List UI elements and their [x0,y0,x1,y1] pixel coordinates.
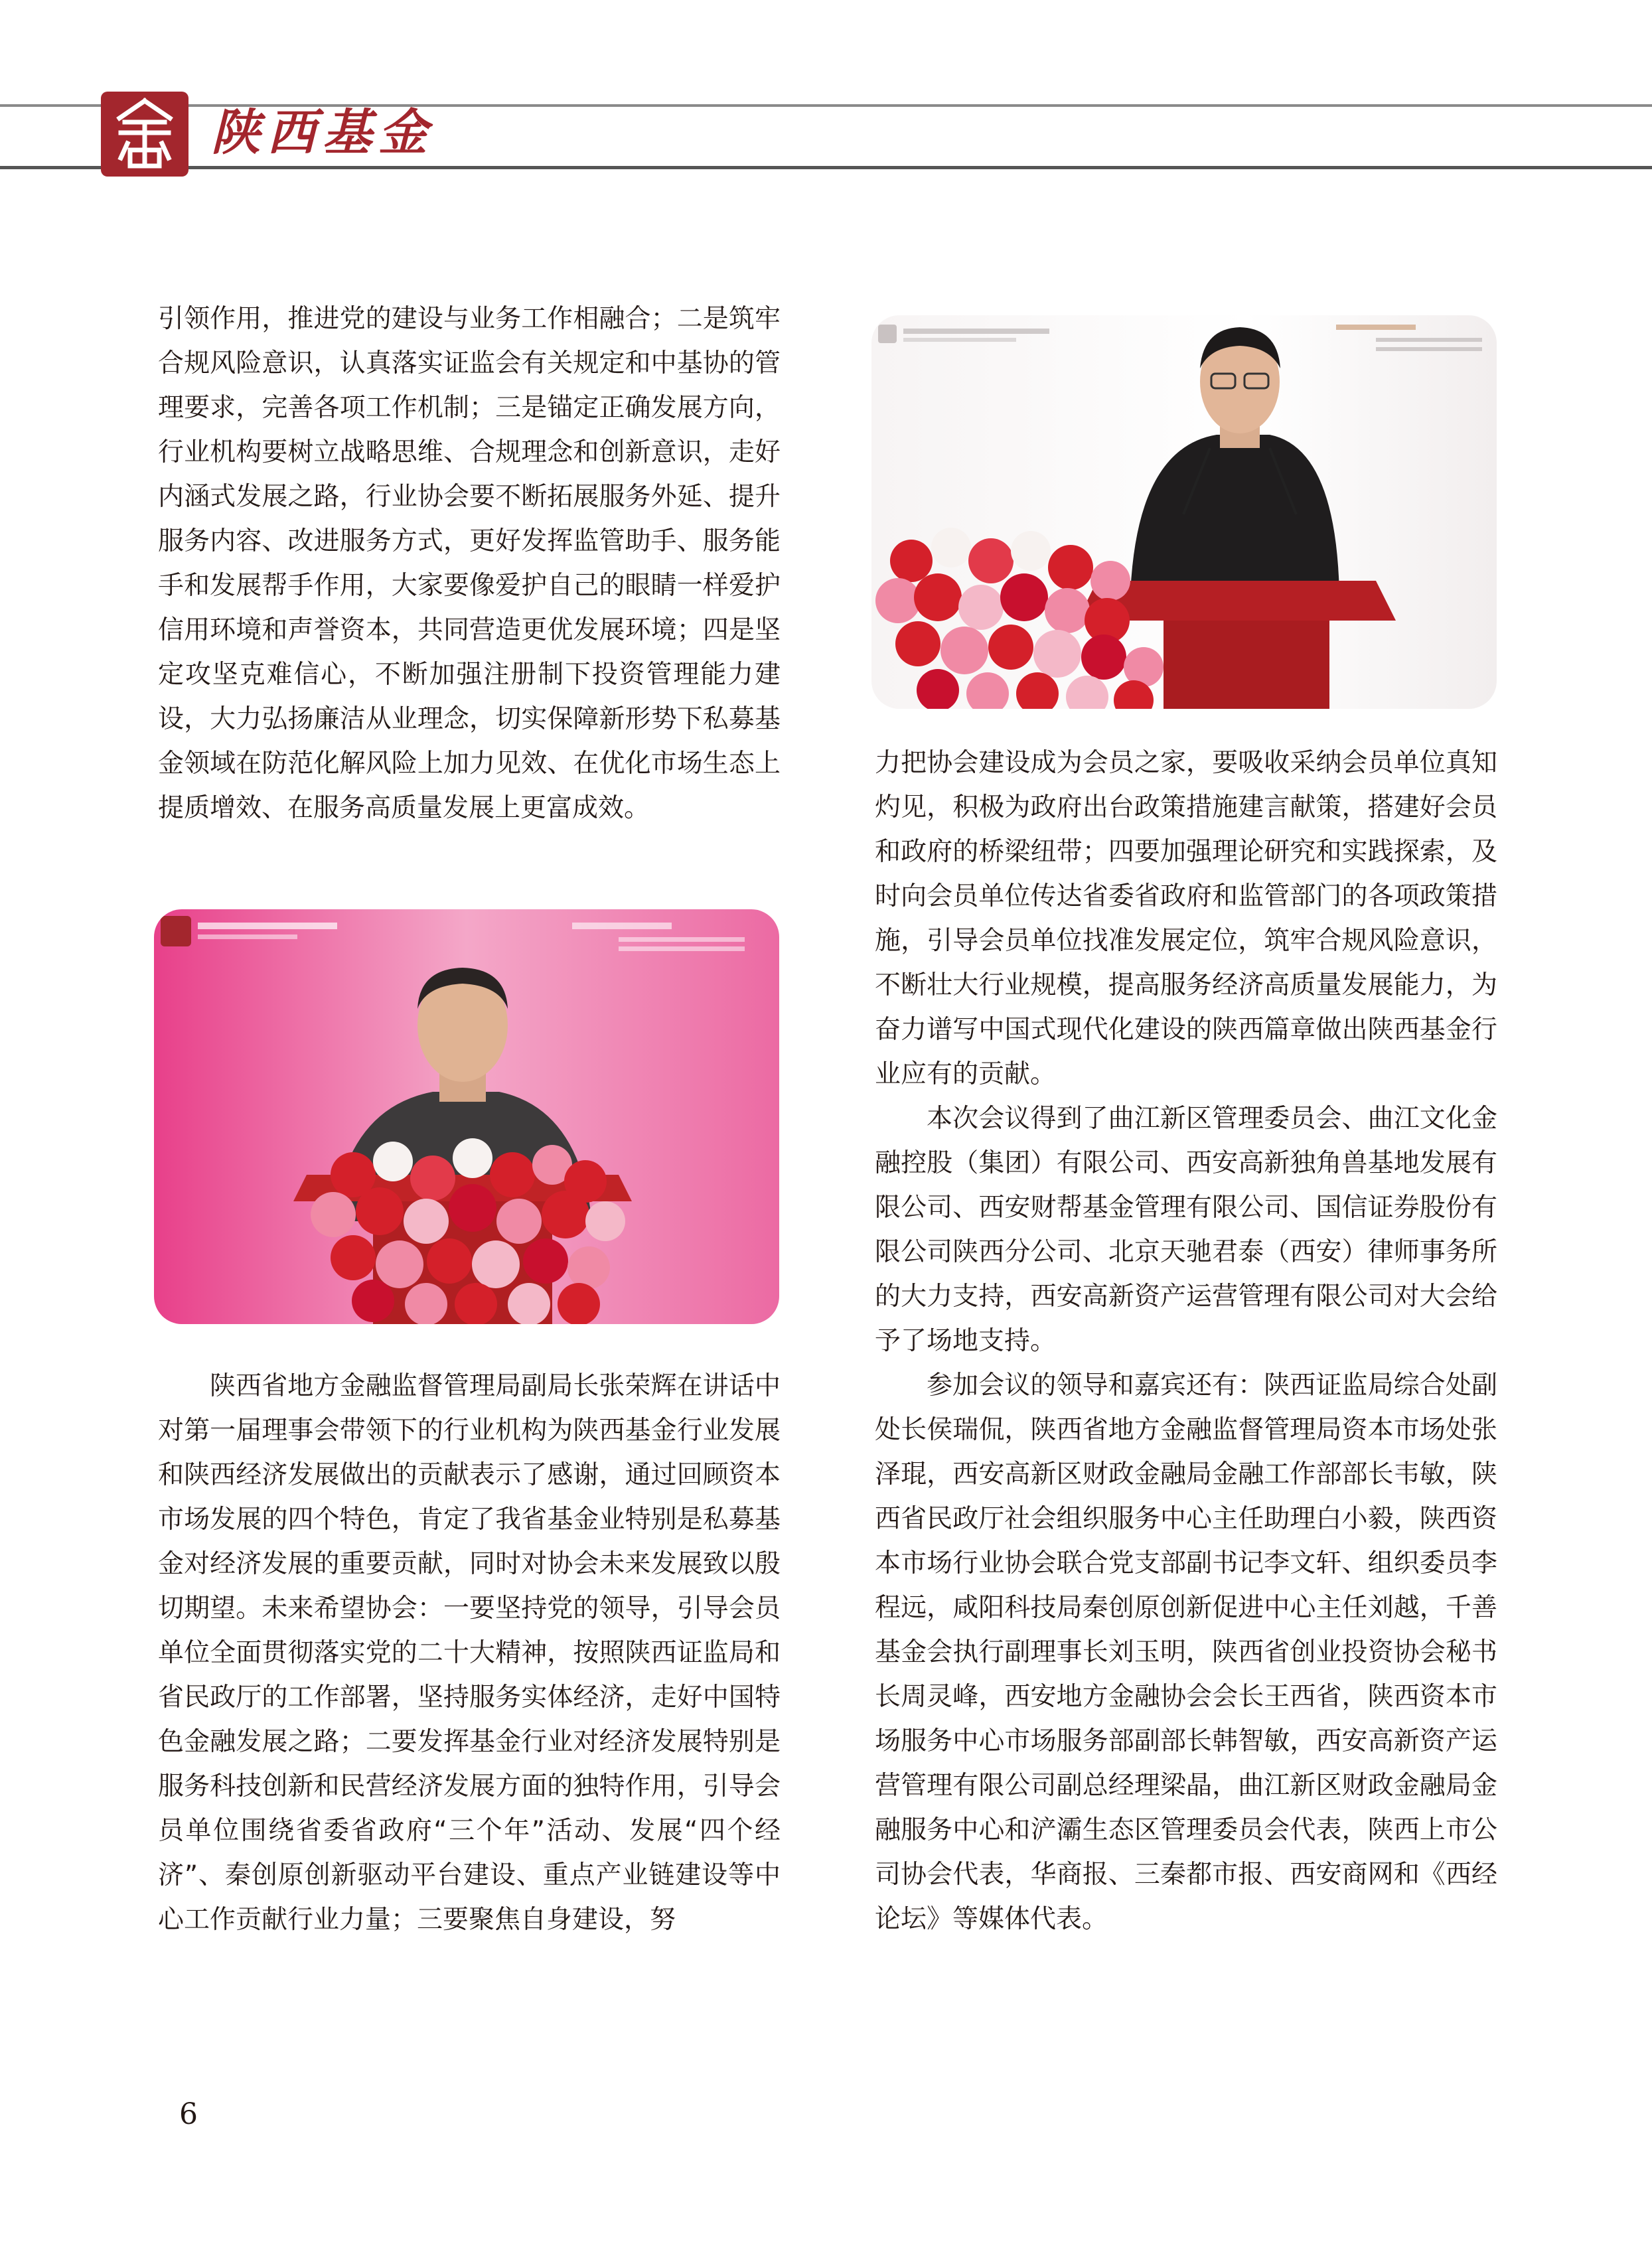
left-column-top-text [158,297,781,830]
paragraph: 本次会议得到了曲江新区管理委员会、曲江文化金融控股（集团）有限公司、西安高新独角兽基地发展有限公司、西安财帮基金管理有限公司、国信证券股份有限公司陕西分公司、北京天驰君泰（西安）律师事务所的大力支持，西安高新资产运营管理有限公司对大会给予了场地支持。 [875,1104,1497,1356]
paragraph: 陕西省地方金融监督管理局副局长张荣辉在讲话中对第一届理事会带领下的行业机构为陕西基金行业发展和陕西经济发展做出的贡献表示了感谢，通过回顾资本市场发展的四个特色，肯定了我省基金业特别是私募基金对经济发展的重要贡献，同时对协会未来发展致以殷切期望。未来希望协会：一要坚持党的领导，引导会员单位全面贯彻落实党的二十大精神，按照陕西证监局和省民政厅的工作部署，坚持服务实体经济，走好中国特色金融发展之路；二要发挥基金行业对经济发展特别是服务科技创新和民营经济发展方面的独特作用，引导会员单位围绕省委省政府“三个年”活动、发展“四个经济”、秦创原创新驱动平台建设、重点产业链建设等中心工作贡献行业力量；三要聚焦自身建设，努 [158,1371,781,1935]
left-column-bottom-text [158,1364,781,1942]
qin-seal-logo-icon [101,92,188,177]
paragraph: 参加会议的领导和嘉宾还有：陕西证监局综合处副处长侯瑞侃，陕西省地方金融监督管理局资本市场处张泽琨，西安高新区财政金融局金融工作部部长韦敏，陕西省民政厅社会组织服务中心主任助理白小毅，陕西资本市场行业协会联合党支部副书记李文轩、组织委员李程远，咸阳科技局秦创原创新促进中心主任刘越，千善基金会执行副理事长刘玉明，陕西省创业投资协会秘书长周灵峰，西安地方金融协会会长王西省，陕西资本市场服务中心市场服务部副部长韩智敏，西安高新资产运营管理有限公司副总经理梁晶，曲江新区财政金融局金融服务中心和浐灞生态区管理委员会代表，陕西上市公司协会代表，华商报、三秦都市报、西安商网和《西经论坛》等媒体代表。 [875,1371,1497,1934]
paragraph: 引领作用，推进党的建设与业务工作相融合；二是筑牢合规风险意识，认真落实证监会有关规定和中基协的管理要求，完善各项工作机制；三是锚定正确发展方向，行业机构要树立战略思维、合规理念和创新意识，走好内涵式发展之路，行业协会要不断拓展服务外延、提升服务内容、改进服务方式，更好发挥监管助手、服务能手和发展帮手作用，大家要像爱护自己的眼睛一样爱护信用环境和声誉资本，共同营造更优发展环境；四是坚定攻坚克难信心，不断加强注册制下投资管理能力建设，大力弘扬廉洁从业理念，切实保障新形势下私募基金领域在防范化解风险上加力见效、在优化市场生态上提质增效、在服务高质量发展上更富成效。 [158,304,781,823]
brand-title: 陕西基金 [211,104,434,161]
header-rule-bottom [0,166,1652,169]
speaker-photo-left [154,909,779,1324]
right-column-text [875,741,1497,1941]
page-number: 6 [179,2097,198,2131]
speaker-photo-right [871,315,1497,709]
paragraph: 力把协会建设成为会员之家，要吸收采纳会员单位真知灼见，积极为政府出台政策措施建言献策，搭建好会员和政府的桥梁纽带；四要加强理论研究和实践探索，及时向会员单位传达省委省政府和监管部门的各项政策措施，引导会员单位找准发展定位，筑牢合规风险意识，不断壮大行业规模，提高服务经济高质量发展能力，为奋力谱写中国式现代化建设的陕西篇章做出陕西基金行业应有的贡献。 [875,748,1497,1089]
